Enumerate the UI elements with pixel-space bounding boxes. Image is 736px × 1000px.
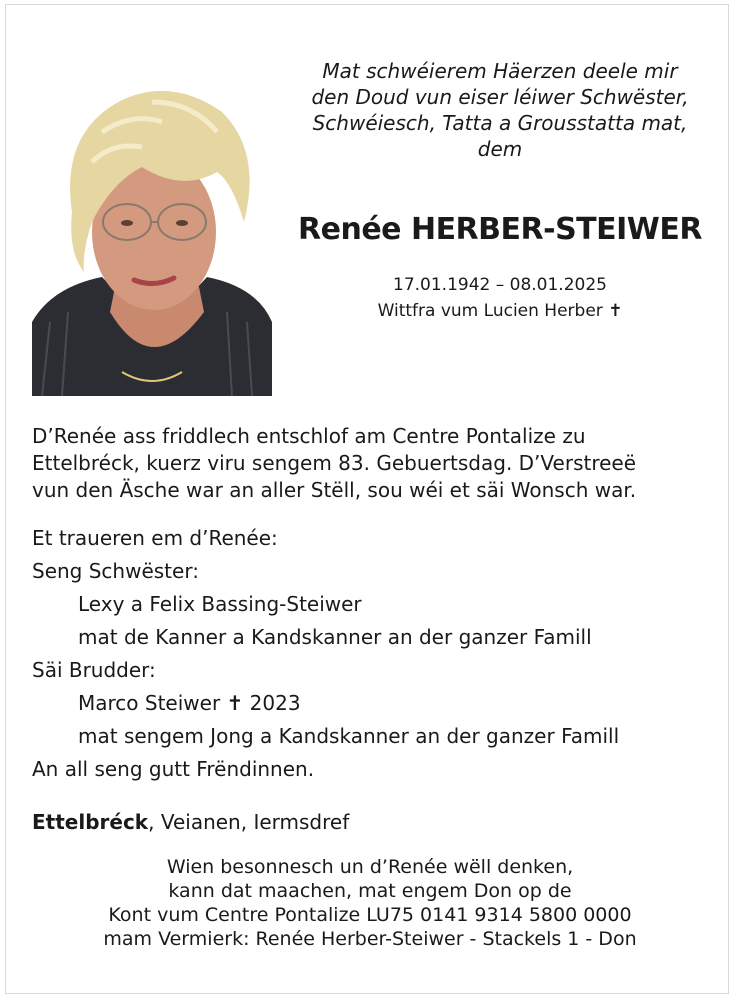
cross-icon: ✝: [226, 691, 244, 715]
donation-note: [20, 855, 720, 951]
portrait-illustration: [32, 72, 272, 396]
closing-line: mam Vermierk: Renée Herber-Steiwer - Stackels 1 - Don: [103, 928, 637, 950]
closing-line: Wien besonnesch un d’Renée wëll denken,: [166, 856, 574, 878]
friends-line: An all seng gutt Frëndinnen.: [32, 757, 315, 781]
cross-icon: ✝: [608, 301, 623, 321]
closing-line: kann dat maachen, mat engem Don op de: [168, 880, 572, 902]
brother-name: Marco Steiwer: [78, 691, 221, 715]
brother-family: mat sengem Jong a Kandskanner an der ganzer Famill: [78, 724, 620, 748]
places-line: [32, 808, 722, 836]
announcement-paragraph: [32, 423, 722, 504]
life-dates: 17.01.1942 – 08.01.2025: [393, 275, 607, 295]
place-others: , Veianen, Iermsdref: [148, 810, 350, 834]
intro-line: den Doud vun eiser léiwer Schwëster,: [311, 85, 689, 109]
intro-line: Schwéiesch, Tatta a Grousstatta mat,: [312, 111, 688, 135]
portrait-photo: [32, 72, 272, 396]
place-main: Ettelbréck: [32, 810, 149, 834]
widow-line: [290, 298, 710, 324]
paragraph-line: vun den Äsche war an aller Stëll, sou wéi et säi Wonsch war.: [32, 478, 637, 502]
sister-name: Lexy a Felix Bassing-Steiwer: [78, 592, 362, 616]
mourners-heading: Et traueren em d’Renée:: [32, 526, 278, 550]
intro-line: dem: [477, 137, 523, 161]
mourners-list: [32, 522, 722, 786]
intro-line: Mat schwéierem Häerzen deele mir: [322, 59, 678, 83]
intro-text: [290, 58, 710, 162]
paragraph-line: D’Renée ass friddlech entschlof am Centre Pontalize zu: [32, 424, 586, 448]
brother-line: [32, 687, 722, 720]
closing-line: Kont vum Centre Pontalize LU75 0141 9314 5800 0000: [108, 904, 632, 926]
paragraph-line: Ettelbréck, kuerz viru sengem 83. Gebuertsdag. D’Verstreeë: [32, 451, 637, 475]
brother-label: Säi Brudder:: [32, 658, 156, 682]
sister-label: Seng Schwëster:: [32, 559, 199, 583]
widow-text: Wittfra vum Lucien Herber: [377, 301, 603, 321]
deceased-name: Renée HERBER-STEIWER: [298, 212, 702, 247]
sister-family: mat de Kanner a Kandskanner an der ganzer Famill: [78, 625, 592, 649]
brother-death-year: 2023: [249, 691, 301, 715]
